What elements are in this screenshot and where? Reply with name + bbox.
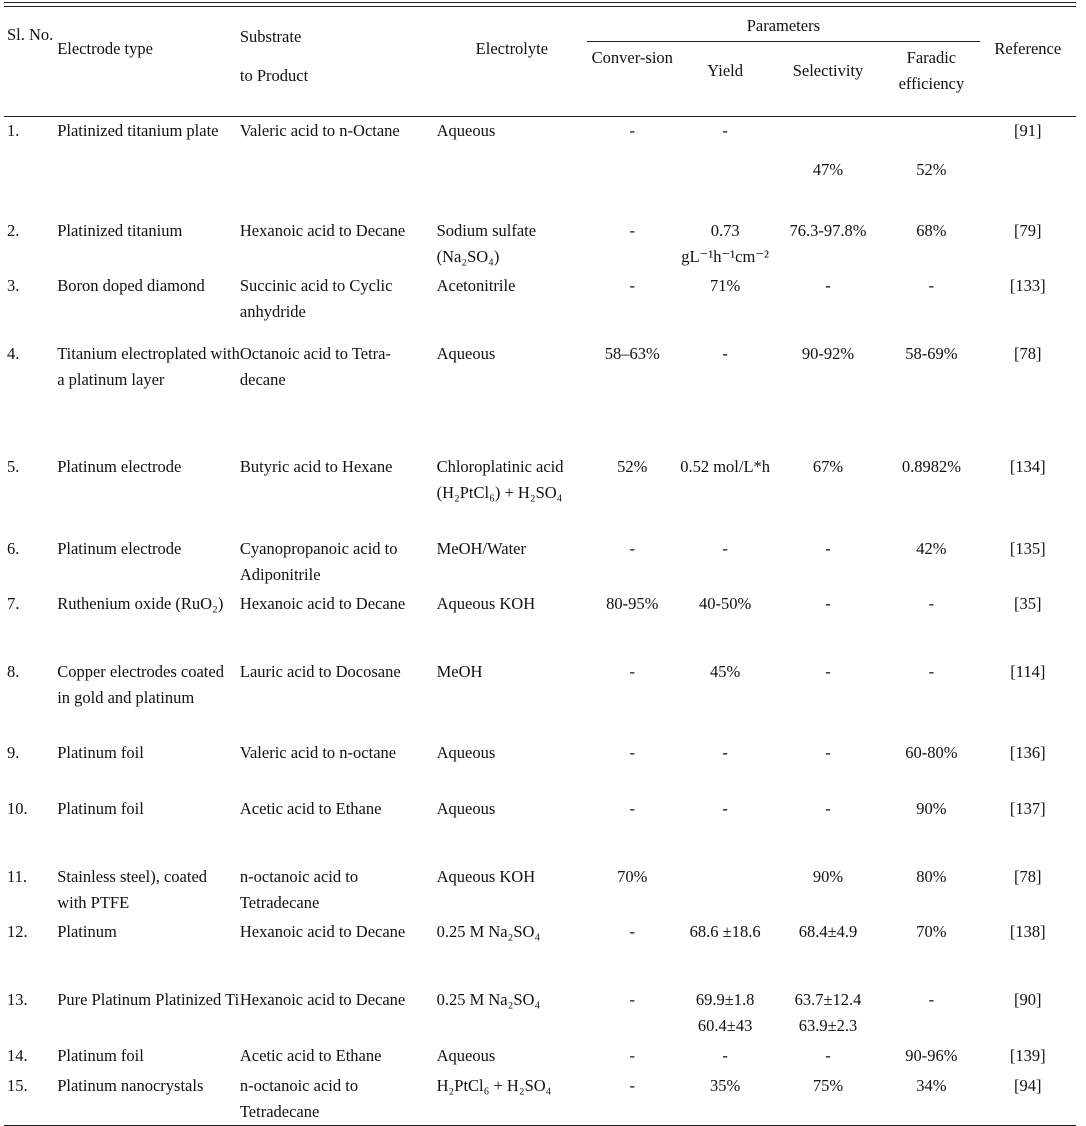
cell-substrate: Hexanoic acid to Decane: [239, 593, 406, 613]
cell-ref: [134]: [1009, 456, 1046, 476]
cell-substrate: Cyanopropanoic acid to Adiponitrile: [239, 538, 398, 584]
cell-yield: -: [722, 742, 728, 762]
cell-fe: -: [928, 275, 935, 295]
cell-selectivity: 75%: [773, 1072, 883, 1126]
cell-substrate: Hexanoic acid to Decane: [239, 220, 406, 240]
cell-fe: 0.8982%: [901, 456, 961, 476]
cell-conversion: -: [629, 220, 636, 240]
cell-yield: 0.52 mol/L*h: [680, 456, 771, 476]
header-parameters: [587, 8, 979, 43]
cell-ref: [139]: [1009, 1045, 1046, 1065]
header-substrate: [240, 8, 437, 117]
cell-selectivity: 47%: [812, 160, 844, 179]
cell-electrolyte: MeOH: [436, 661, 483, 681]
header-selectivity: Selectivity: [773, 43, 883, 117]
cell-ref: [135]: [1009, 538, 1046, 558]
table-row: [4, 795, 1076, 863]
cell-electrode: Platinum electrode: [57, 456, 182, 476]
cell-substrate: Hexanoic acid to Decane: [239, 921, 406, 941]
cell-conversion: 52%: [617, 456, 648, 476]
header-parameters-label: Parameters: [587, 13, 979, 42]
cell-electrolyte: Aqueous: [436, 343, 496, 363]
header-yield: Yield: [677, 43, 772, 117]
cell-substrate: n-octanoic acid to Tetradecane: [240, 1072, 437, 1126]
header-electrolyte: Electrolyte: [437, 8, 588, 117]
cell-conversion: -: [587, 1072, 677, 1126]
header-conversion: Conver-sion: [587, 43, 677, 117]
cell-ref: [138]: [1009, 921, 1046, 941]
cell-substrate: Octanoic acid to Tetra-decane: [239, 343, 391, 389]
cell-yield: 69.9±1.8 60.4±43: [695, 989, 755, 1035]
cell-substrate: Acetic acid to Ethane: [239, 798, 382, 818]
table-row: [4, 1042, 1076, 1072]
table-row: [4, 217, 1076, 272]
cell-electrode: Titanium electroplated with a platinum layer: [57, 343, 240, 389]
cell-sl: 6.: [7, 538, 20, 558]
top-rule: [4, 2, 1076, 3]
cell-sl: 4.: [7, 343, 20, 363]
cell-fe: 60-80%: [905, 742, 958, 762]
cell-substrate: Acetic acid to Ethane: [239, 1045, 382, 1065]
cell-yield: -: [722, 121, 728, 140]
cell-selectivity: -: [825, 742, 831, 762]
cell-yield: -: [722, 798, 728, 818]
cell-ref: [78]: [1014, 866, 1042, 886]
cell-sl: 12.: [7, 921, 28, 941]
cell-electrode: Platinized titanium: [57, 220, 183, 240]
cell-electrode: Platinum: [57, 921, 117, 941]
table-row: [4, 340, 1076, 453]
cell-substrate: Lauric acid to Docosane: [239, 661, 401, 681]
cell-yield: 0.73 gL⁻¹h⁻¹cm⁻²: [681, 220, 769, 266]
cell-sl: 3.: [7, 275, 20, 295]
table-row: [4, 863, 1076, 918]
cell-electrode: Platinized titanium plate: [57, 121, 219, 140]
cell-electrode: Platinum foil: [57, 798, 144, 818]
cell-ref: [94]: [980, 1072, 1076, 1126]
cell-selectivity: -: [825, 1045, 831, 1065]
cell-electrolyte: Chloroplatinic acid (H₂PtCl₆) + H₂SO₄: [436, 456, 564, 502]
cell-selectivity: 76.3-97.8%: [789, 220, 867, 240]
cell-sl: 9.: [7, 742, 20, 762]
cell-selectivity: -: [825, 275, 831, 295]
cell-fe: 52%: [916, 160, 947, 179]
cell-conversion: -: [629, 989, 636, 1009]
cell-electrolyte: Aqueous: [436, 798, 496, 818]
cell-yield: 68.6 ±18.6: [689, 921, 761, 941]
cell-conversion: -: [629, 798, 636, 818]
table-row: [4, 535, 1076, 590]
cell-conversion: -: [629, 921, 636, 941]
header-sl-no: Sl. No.: [4, 8, 55, 117]
data-table: [4, 8, 1076, 1126]
cell-sl: 10.: [7, 798, 28, 818]
cell-selectivity: 63.7±12.4 63.9±2.3: [794, 989, 862, 1035]
cell-yield: -: [722, 538, 728, 558]
header-substrate-line1: Substrate: [239, 27, 302, 46]
cell-conversion: -: [629, 275, 636, 295]
cell-conversion: 70%: [617, 866, 648, 886]
table-row: [4, 117, 1076, 217]
cell-electrode: Boron doped diamond: [57, 275, 205, 295]
cell-fe: 90-96%: [905, 1045, 958, 1065]
table-row: [4, 1072, 1076, 1126]
cell-fe: -: [928, 593, 935, 613]
cell-substrate: Succinic acid to Cyclic anhydride: [239, 275, 393, 321]
table-row: [4, 986, 1076, 1042]
cell-electrode: Pure Platinum Platinized Ti: [57, 989, 240, 1009]
cell-yield: -: [722, 343, 728, 363]
header-electrode-type: Electrode type: [55, 8, 240, 117]
cell-electrolyte: Aqueous KOH: [436, 593, 536, 613]
cell-conversion: 58–63%: [604, 343, 660, 363]
cell-sl: 2.: [7, 220, 20, 240]
header-substrate-line2: to Product: [239, 66, 309, 85]
cell-substrate: n-octanoic acid to Tetradecane: [239, 866, 359, 912]
cell-selectivity: -: [825, 798, 831, 818]
table-row: [4, 453, 1076, 535]
cell-electrolyte: MeOH/Water: [436, 538, 526, 558]
table-row: [4, 658, 1076, 739]
cell-conversion: -: [629, 538, 636, 558]
cell-sl: 13.: [7, 989, 28, 1009]
cell-electrolyte: 0.25 M Na₂SO₄: [436, 921, 541, 941]
cell-electrode: Stainless steel), coated with PTFE: [57, 866, 208, 912]
cell-yield: -: [722, 1045, 728, 1065]
cell-electrolyte: Aqueous: [436, 1045, 496, 1065]
header-faradic-efficiency: Faradic efficiency: [883, 43, 979, 117]
cell-fe: 42%: [916, 538, 947, 558]
cell-selectivity: -: [825, 661, 831, 681]
cell-electrode: Platinum foil: [57, 1045, 144, 1065]
cell-yield: [677, 863, 772, 918]
cell-substrate: Valeric acid to n-octane: [239, 742, 397, 762]
cell-substrate: Butyric acid to Hexane: [239, 456, 393, 476]
cell-selectivity: -: [825, 538, 831, 558]
cell-conversion: -: [629, 1045, 636, 1065]
cell-conversion: -: [629, 742, 636, 762]
cell-selectivity: 90-92%: [801, 343, 855, 363]
cell-conversion: 80-95%: [606, 593, 659, 613]
cell-ref: [90]: [1014, 989, 1042, 1009]
cell-ref: [79]: [1014, 220, 1042, 240]
cell-electrode: Platinum nanocrystals: [55, 1072, 240, 1126]
cell-conversion: -: [629, 661, 636, 681]
cell-ref: [114]: [1010, 661, 1046, 681]
cell-sl: 5.: [7, 456, 20, 476]
cell-conversion: -: [629, 121, 636, 140]
cell-electrolyte: Aqueous KOH: [436, 866, 536, 886]
table-row: [4, 272, 1076, 340]
cell-electrolyte: Sodium sulfate (Na₂SO₄): [436, 220, 537, 266]
cell-electrolyte: Aqueous: [436, 121, 496, 140]
cell-ref: [35]: [1014, 593, 1042, 613]
cell-fe: 70%: [916, 921, 947, 941]
table-row: [4, 918, 1076, 986]
cell-electrolyte: 0.25 M Na₂SO₄: [436, 989, 541, 1009]
cell-yield: 71%: [710, 275, 741, 295]
cell-yield: 40-50%: [699, 593, 752, 613]
cell-electrode: Ruthenium oxide (RuO₂): [57, 593, 224, 613]
cell-selectivity: 68.4±4.9: [798, 921, 858, 941]
cell-electrolyte: Aqueous: [436, 742, 496, 762]
cell-fe: -: [928, 989, 935, 1009]
cell-ref: [136]: [1009, 742, 1046, 762]
cell-substrate: Hexanoic acid to Decane: [239, 989, 406, 1009]
cell-electrolyte: Acetonitrile: [436, 275, 516, 295]
cell-sl: 8.: [7, 661, 20, 681]
table-row: [4, 739, 1076, 795]
cell-selectivity: 90%: [812, 866, 844, 886]
cell-sl: 11.: [7, 866, 28, 886]
cell-ref: [133]: [1009, 275, 1046, 295]
cell-ref: [137]: [1009, 798, 1046, 818]
cell-substrate: Valeric acid to n-Octane: [239, 121, 400, 140]
cell-sl: 14.: [7, 1045, 28, 1065]
top-rule-double: [4, 6, 1076, 7]
cell-fe: 90%: [916, 798, 947, 818]
cell-fe: 34%: [883, 1072, 979, 1126]
cell-electrolyte: H₂PtCl₆ + H₂SO₄: [437, 1072, 588, 1126]
cell-yield: 35%: [677, 1072, 772, 1126]
cell-selectivity: -: [825, 593, 831, 613]
cell-fe: 80%: [916, 866, 947, 886]
cell-electrode: Platinum foil: [57, 742, 144, 762]
cell-ref: [91]: [1014, 121, 1042, 140]
cell-fe: 58-69%: [905, 343, 958, 363]
header-reference: Reference: [980, 8, 1076, 117]
cell-electrode: Copper electrodes coated in gold and platinum: [57, 661, 224, 707]
cell-ref: [78]: [1014, 343, 1042, 363]
cell-electrode: Platinum electrode: [57, 538, 182, 558]
cell-fe: 68%: [916, 220, 947, 240]
cell-fe: -: [928, 661, 935, 681]
cell-sl: 7.: [7, 593, 20, 613]
cell-sl: 15.: [4, 1072, 55, 1126]
table-row: [4, 590, 1076, 658]
cell-yield: 45%: [710, 661, 741, 681]
cell-selectivity: 67%: [812, 456, 844, 476]
cell-sl: 1.: [7, 121, 20, 140]
